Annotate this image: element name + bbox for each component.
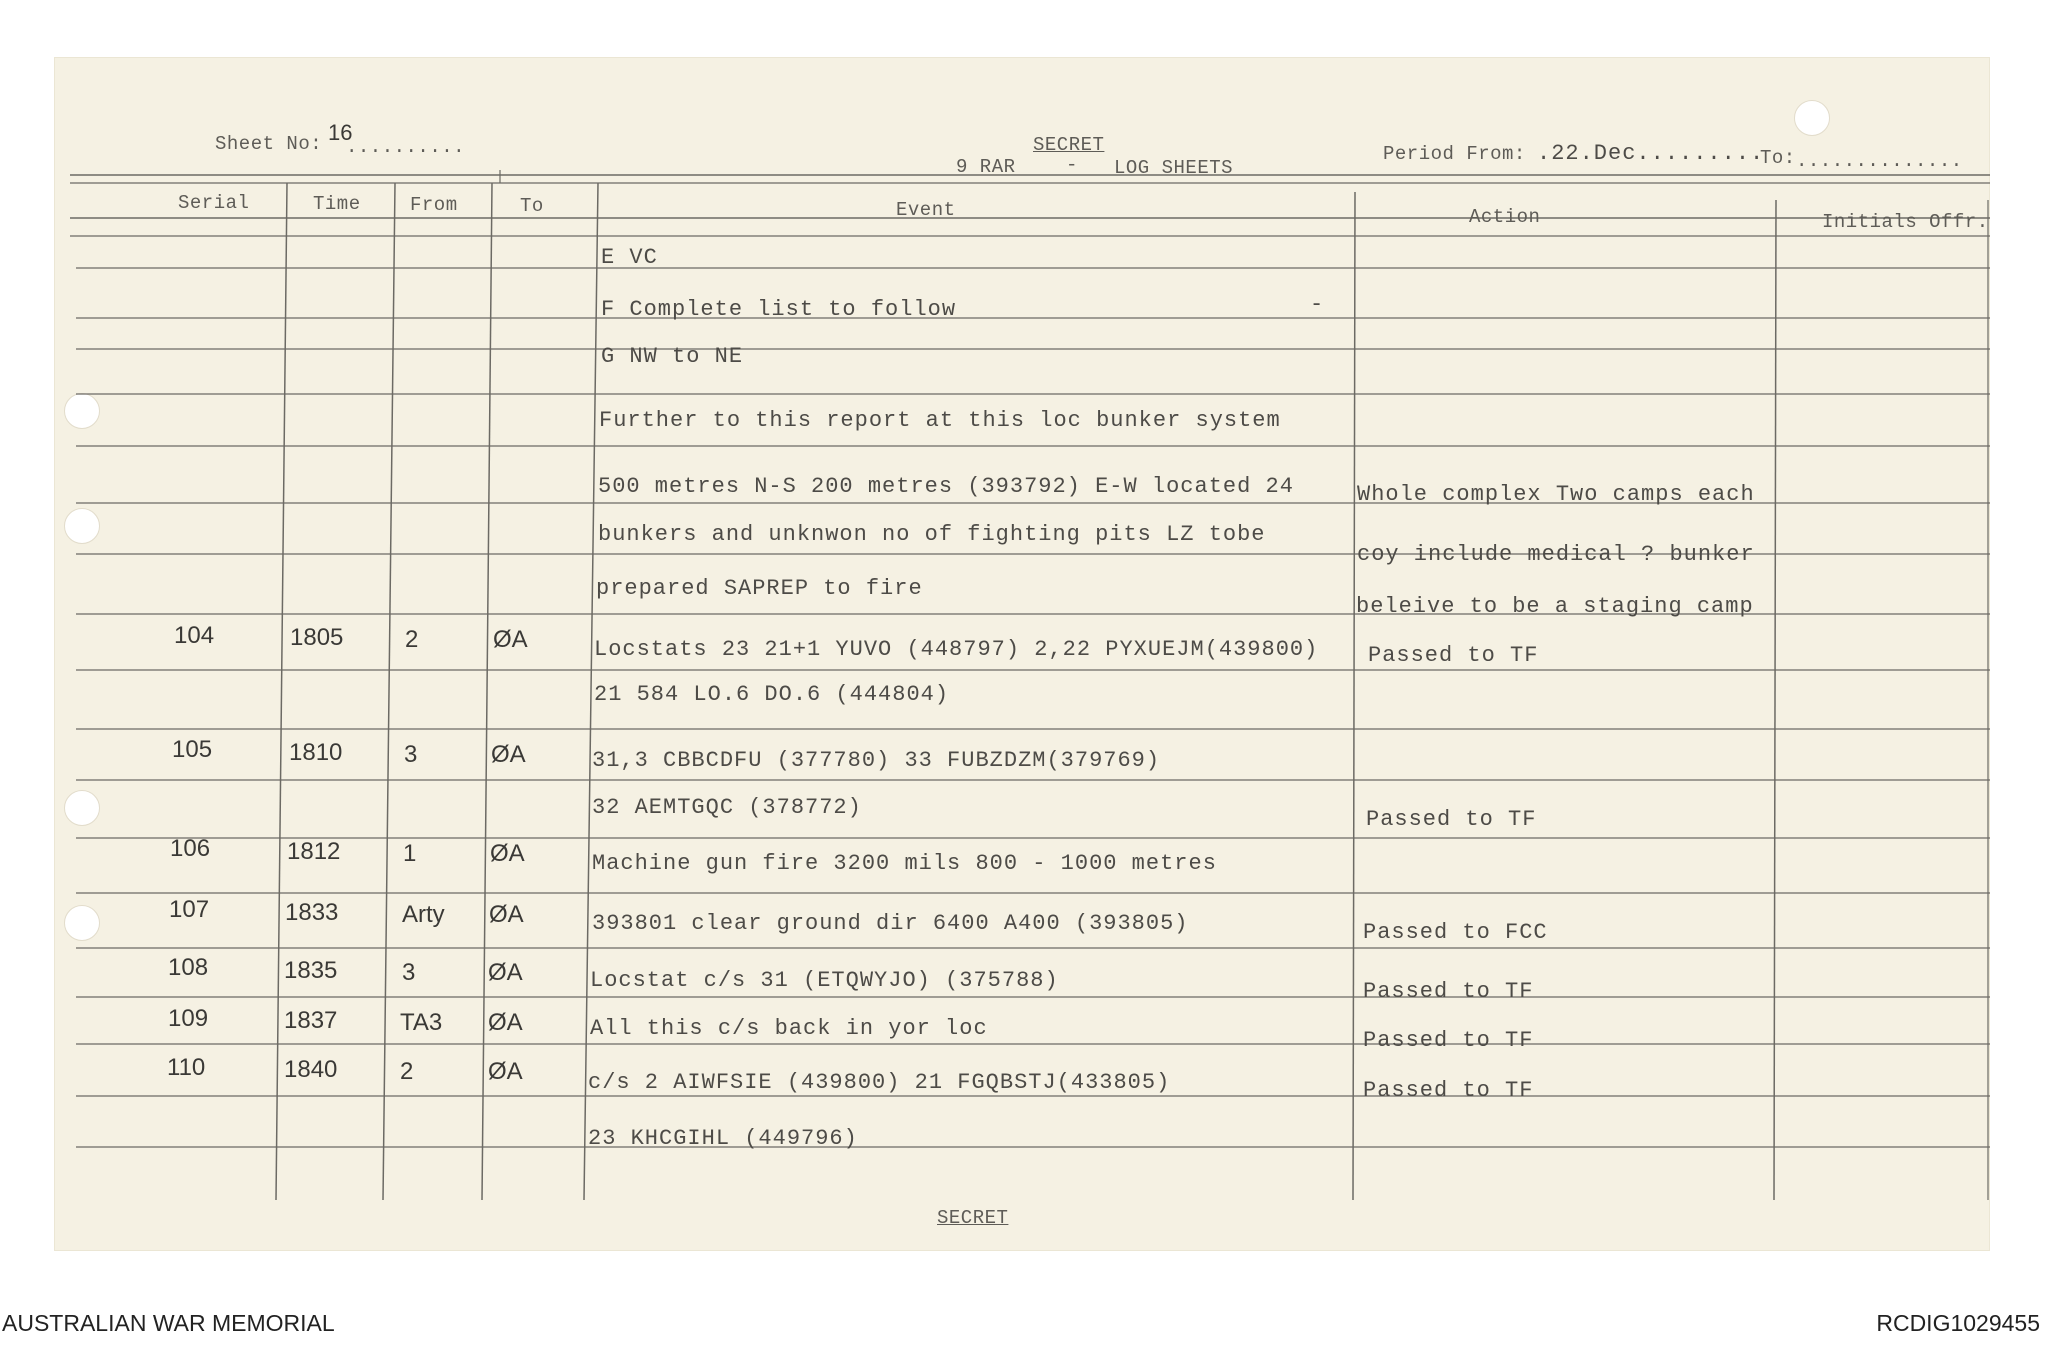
serial-cell: 110 [167, 1054, 206, 1081]
serial-cell: 107 [169, 896, 210, 923]
action-line: Whole complex Two camps each [1357, 482, 1755, 507]
event-line: 31,3 CBBCDFU (377780) 33 FUBZDZM(379769) [592, 748, 1161, 773]
to-cell: ØA [491, 741, 526, 768]
action-line: Passed to FCC [1363, 920, 1548, 945]
to-cell: ØA [488, 1009, 523, 1036]
column-header-time: Time [313, 193, 361, 215]
serial-cell: 105 [172, 736, 213, 763]
column-header-to: To [520, 195, 544, 217]
stray-dash-mark: - [1310, 292, 1325, 317]
column-header-from: From [410, 194, 458, 216]
event-line: Locstat c/s 31 (ETQWYJO) (375788) [590, 968, 1059, 993]
title-dash: - [1066, 154, 1078, 176]
event-line: 21 584 LO.6 DO.6 (444804) [594, 682, 950, 707]
event-line: Machine gun fire 3200 mils 800 - 1000 metres [592, 851, 1217, 876]
time-cell: 1810 [289, 739, 343, 766]
column-header-initials-offr: Initials Offr. [1822, 211, 1989, 233]
time-cell: 1833 [285, 899, 339, 926]
from-cell: TA3 [400, 1009, 443, 1036]
period-from-value: .22.Dec......... [1537, 141, 1765, 166]
action-line: Passed to TF [1363, 979, 1534, 1004]
serial-cell: 109 [168, 1005, 209, 1032]
unit-label: 9 RAR [956, 156, 1016, 178]
log-sheets-title: LOG SHEETS [1114, 157, 1234, 179]
time-cell: 1805 [290, 624, 344, 651]
to-cell: ØA [489, 901, 524, 928]
column-header-serial: Serial [178, 192, 250, 214]
from-cell: 3 [402, 959, 416, 986]
event-line: All this c/s back in yor loc [590, 1016, 988, 1041]
event-line: c/s 2 AIWFSIE (439800) 21 FGQBSTJ(433805) [588, 1070, 1171, 1095]
time-cell: 1840 [284, 1056, 338, 1083]
event-line: Locstats 23 21+1 YUVO (448797) 2,22 PYXUEJM(439800) [594, 637, 1319, 662]
caption-institution: AUSTRALIAN WAR MEMORIAL [2, 1310, 335, 1336]
from-cell: 2 [400, 1058, 414, 1085]
event-line: E VC [601, 245, 658, 270]
serial-cell: 104 [174, 622, 215, 649]
serial-cell: 108 [168, 954, 209, 981]
from-cell: 1 [403, 840, 417, 867]
event-line: Further to this report at this loc bunker system [599, 408, 1281, 433]
action-line: Passed to TF [1363, 1078, 1534, 1103]
event-line: bunkers and unknwon no of fighting pits LZ tobe [598, 522, 1266, 547]
to-cell: ØA [488, 959, 523, 986]
event-line: 500 metres N-S 200 metres (393792) E-W located 24 [598, 474, 1294, 499]
caption-record-id: RCDIG1029455 [1876, 1310, 2040, 1336]
time-cell: 1812 [287, 838, 341, 865]
action-line: beleive to be a staging camp [1356, 594, 1754, 619]
event-line: 393801 clear ground dir 6400 A400 (393805) [592, 911, 1189, 936]
event-line: 32 AEMTGQC (378772) [592, 795, 862, 820]
event-line: F Complete list to follow [601, 297, 957, 322]
to-cell: ØA [490, 840, 525, 867]
classification-top: SECRET [1033, 134, 1105, 156]
time-cell: 1837 [284, 1007, 338, 1034]
column-header-event: Event [896, 199, 956, 221]
to-cell: ØA [493, 626, 528, 653]
action-line: Passed to TF [1366, 807, 1537, 832]
action-line: Passed to TF [1363, 1028, 1534, 1053]
time-cell: 1835 [284, 957, 338, 984]
event-line: prepared SAPREP to fire [596, 576, 923, 601]
serial-cell: 106 [170, 835, 211, 862]
classification-bottom: SECRET [937, 1207, 1009, 1229]
action-line: coy include medical ? bunker [1357, 542, 1755, 567]
event-line: G NW to NE [601, 344, 744, 369]
period-to-dots: .............. [1796, 150, 1963, 172]
column-header-action: Action [1469, 206, 1541, 228]
sheet-number-label: Sheet No: [215, 133, 323, 155]
action-line: Passed to TF [1368, 643, 1539, 668]
from-cell: 2 [405, 626, 419, 653]
from-cell: Arty [402, 901, 445, 928]
sheet-number-dots: .......... [346, 136, 466, 158]
sheet-number-value: 16 [328, 120, 353, 145]
from-cell: 3 [404, 741, 418, 768]
to-cell: ØA [488, 1058, 523, 1085]
period-from-label: Period From: [1383, 143, 1526, 165]
period-to-label: To: [1760, 147, 1796, 169]
event-line: 23 KHCGIHL (449796) [588, 1126, 858, 1151]
